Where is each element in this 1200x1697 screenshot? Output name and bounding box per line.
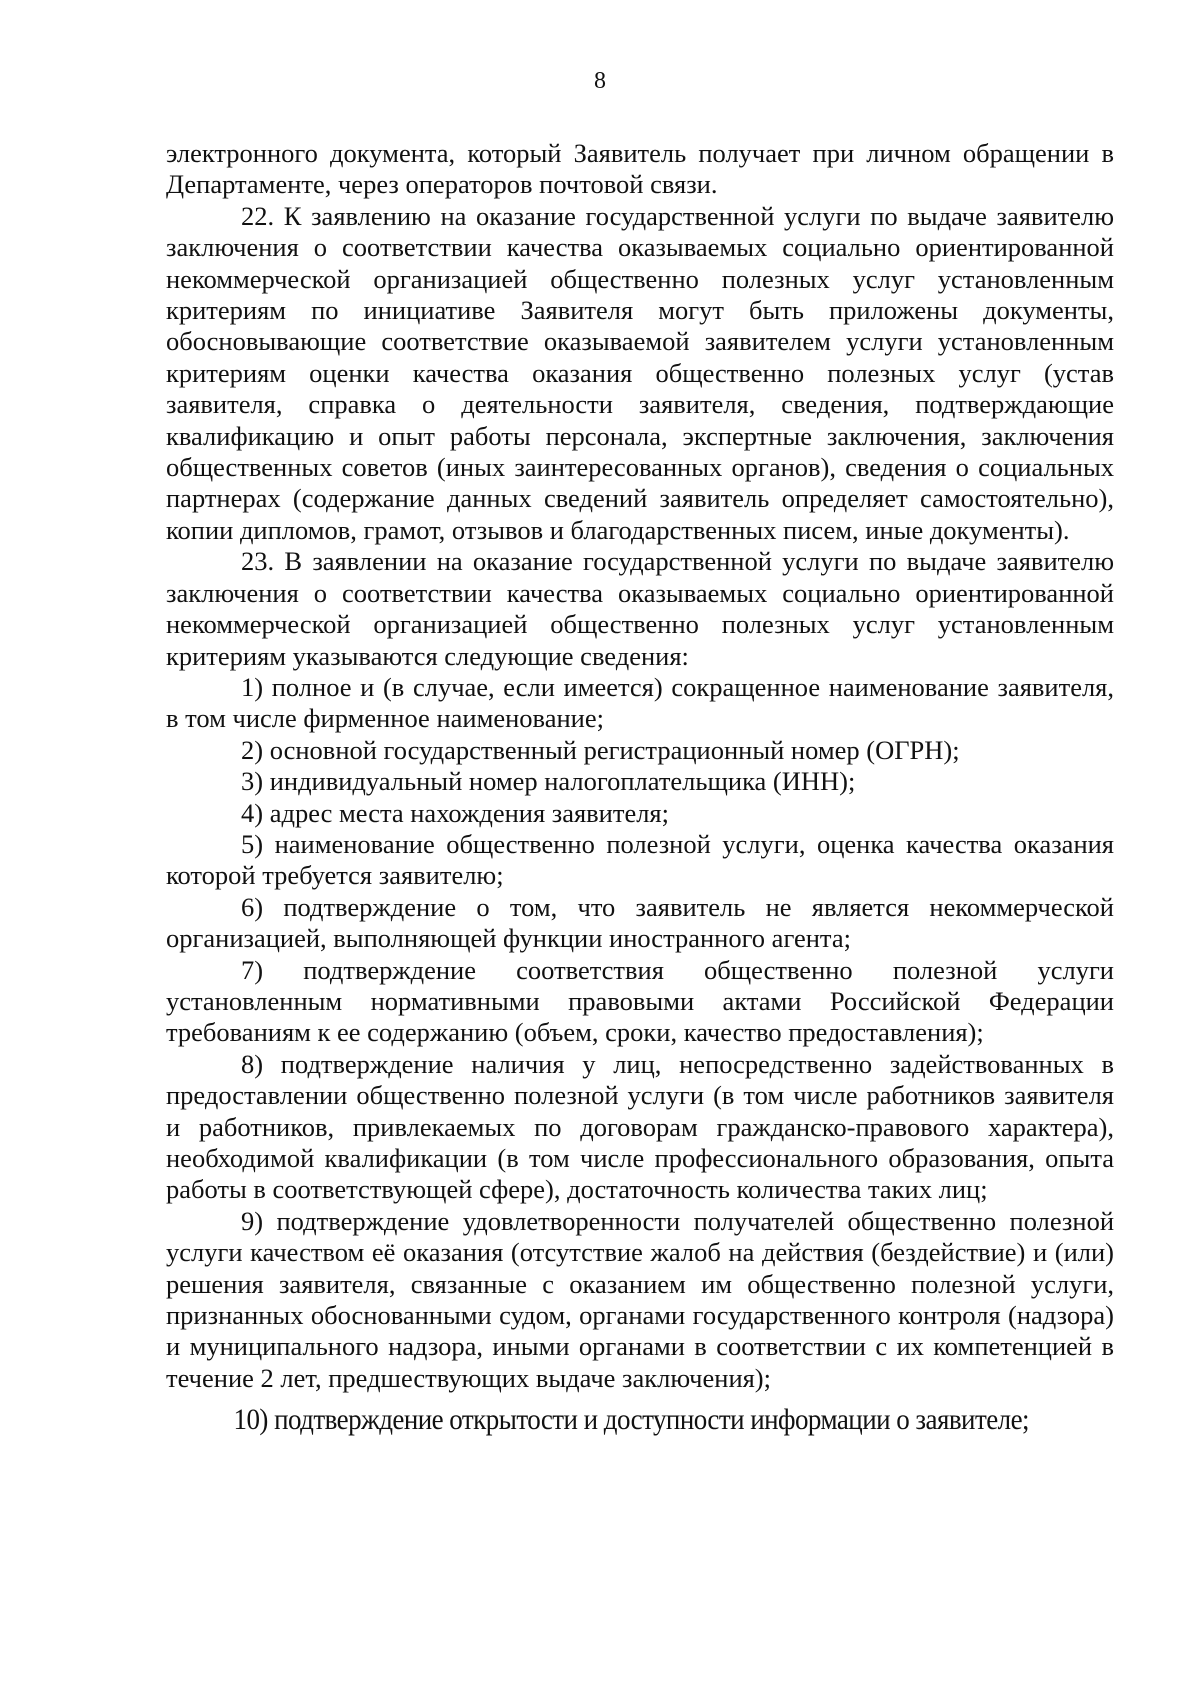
list-item-5: 5) наименование общественно полезной услуги, оценка качества оказания которой требуется заявителю; [166, 828, 1114, 891]
page-number: 8 [594, 68, 606, 94]
document-body [166, 138, 1114, 1440]
list-item-1: 1) полное и (в случае, если имеется) сокращенное наименование заявителя, в том числе фирменное наименование; [166, 671, 1114, 734]
paragraph-22: 22. К заявлению на оказание государственной услуги по выдаче заявителю заключения о соответствии качества оказываемых социально ориентированной некоммерческой организацией общественно полезных услуг установленным критериям по инициативе Заявителя могут быть приложены документы, обосновывающие соответствие оказываемой заявителем услуги установленным критериям оценки качества оказания общественно полезных услуг (устав заявителя, справка о деятельности заявителя, сведения, подтверждающие квалификацию и опыт работы персонала, экспертные заключения, заключения общественных советов (иных заинтересованных органов), сведения о социальных партнерах (содержание данных сведений заявитель определяет самостоятельно), копии дипломов, грамот, отзывов и благодарственных писем, иные документы). [166, 200, 1114, 545]
list-item-3: 3) индивидуальный номер налогоплательщика (ИНН); [241, 766, 856, 797]
list-item-8: 8) подтверждение наличия у лиц, непосредственно задействованных в предоставлении общественно полезной услуги (в том числе работников заявителя и работников, привлекаемых по договорам гражданско-правового характера), необходимой квалификации (в том числе профессионального образования, опыта работы в соответствующей сфере), достаточность количества таких лиц; [166, 1048, 1114, 1205]
list-item-4: 4) адрес места нахождения заявителя; [241, 797, 669, 828]
paragraph-continuation: электронного документа, который Заявитель получает при личном обращении в Департаменте, через операторов почтовой связи. [166, 138, 1114, 200]
list-item-10: 10) подтверждение открытости и доступности информации о заявителе; [233, 1403, 1030, 1437]
list-item-6: 6) подтверждение о том, что заявитель не является некоммерческой организацией, выполняющей функции иностранного агента; [166, 891, 1114, 954]
list-item-2: 2) основной государственный регистрационный номер (ОГРН); [241, 734, 960, 765]
paragraph-23: 23. В заявлении на оказание государственной услуги по выдаче заявителю заключения о соответствии качества оказываемых социально ориентированной некоммерческой организацией общественно полезных услуг установленным критериям указываются следующие сведения: [166, 546, 1114, 671]
list-item-9: 9) подтверждение удовлетворенности получателей общественно полезной услуги качеством её оказания (отсутствие жалоб на действия (бездействие) и (или) решения заявителя, связанные с оказанием им общественно полезной услуги, признанных обоснованными судом, органами государственного контроля (надзора) и муниципального надзора, иными органами в соответствии с их компетенцией в течение 2 лет, предшествующих выдаче заключения); [166, 1205, 1114, 1393]
list-item-7: 7) подтверждение соответствия общественно полезной услуги установленным нормативными правовыми актами Российской Федерации требованиям к ее содержанию (объем, сроки, качество предоставления); [166, 954, 1114, 1048]
